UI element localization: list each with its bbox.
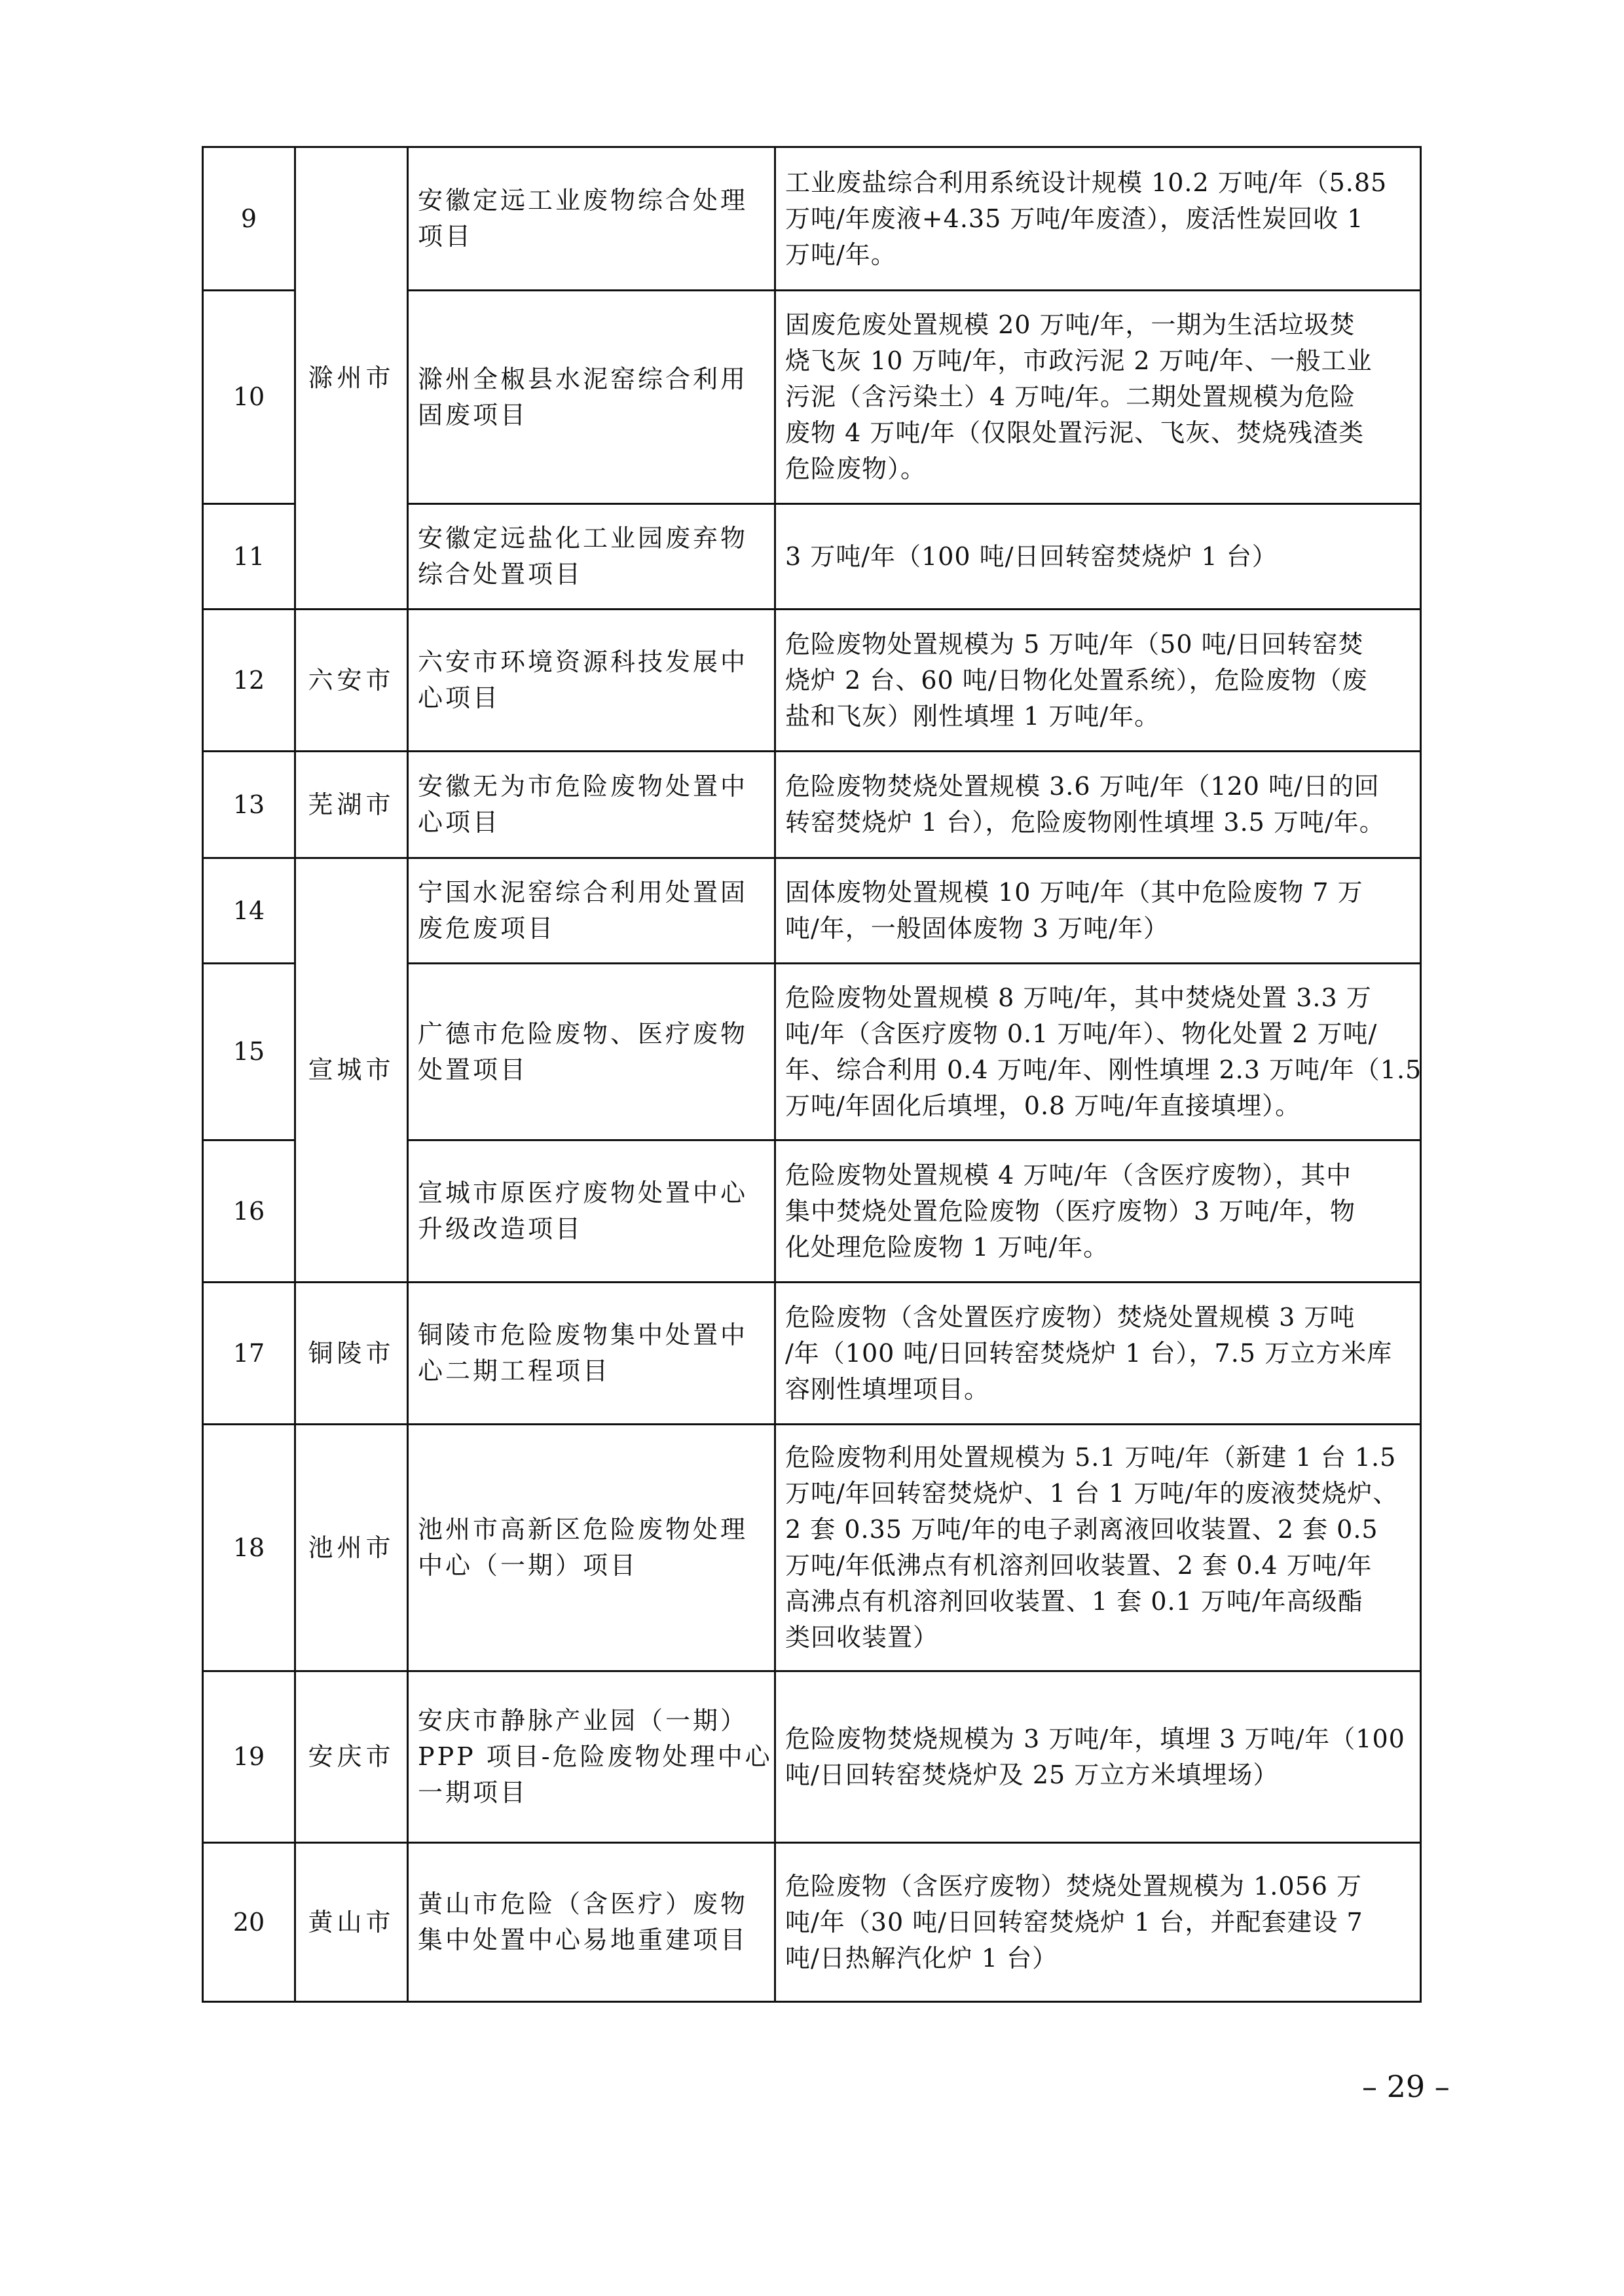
project-name-line: 一期项目 (418, 1778, 528, 1807)
project-name-cell (408, 1843, 775, 2002)
project-name-line: 升级改造项目 (418, 1214, 583, 1243)
scale-description-cell (775, 147, 1421, 291)
project-name-line: 心二期工程项目 (418, 1357, 611, 1385)
scale-description-line: 固体废物处置规模 10 万吨/年（其中危险废物 7 万 (785, 878, 1363, 907)
scale-description-line: 危险废物（含处置医疗废物）焚烧处置规模 3 万吨 (785, 1302, 1356, 1332)
scale-description-line: 危险废物）。 (785, 454, 927, 483)
scale-description-line: 烧炉 2 台、60 吨/日物化处置系统），危险废物（废 (785, 665, 1368, 695)
scale-description-line: 年、综合利用 0.4 万吨/年、刚性填埋 2.3 万吨/年（1.5 (785, 1055, 1422, 1084)
scale-description-line: 万吨/年回转窑焚烧炉、1 台 1 万吨/年的废液焚烧炉、 (785, 1479, 1399, 1508)
project-name-cell (408, 1283, 775, 1425)
row-number: 9 (203, 147, 295, 291)
table-row (203, 1425, 1421, 1671)
project-name-line: 心项目 (418, 808, 501, 837)
scale-description-line: 万吨/年低沸点有机溶剂回收装置、2 套 0.4 万吨/年 (785, 1551, 1373, 1580)
city-cell: 宣城市 (295, 858, 408, 1283)
scale-description-line: 吨/年，一般固体废物 3 万吨/年） (785, 914, 1169, 943)
project-name-line: 宁国水泥窑综合利用处置固 (418, 878, 748, 907)
city-cell: 滁州市 (295, 147, 408, 610)
city-cell: 池州市 (295, 1425, 408, 1671)
city-cell: 芜湖市 (295, 752, 408, 858)
scale-description-line: 危险废物焚烧处置规模 3.6 万吨/年（120 吨/日的回 (785, 772, 1380, 801)
project-name-line: 黄山市危险（含医疗）废物 (418, 1889, 748, 1918)
table-row (203, 147, 1421, 291)
project-name-cell (408, 147, 775, 291)
project-name-line: 铜陵市危险废物集中处置中 (418, 1321, 748, 1349)
scale-description-line: 吨/日回转窑焚烧炉及 25 万立方米填埋场） (785, 1760, 1279, 1789)
scale-description-line: 3 万吨/年（100 吨/日回转窑焚烧炉 1 台） (785, 541, 1278, 571)
project-name-cell (408, 1425, 775, 1671)
scale-description-line: 吨/年（含医疗废物 0.1 万吨/年）、物化处置 2 万吨/ (785, 1019, 1378, 1048)
scale-description-line: 万吨/年废液+4.35 万吨/年废渣），废活性炭回收 1 (785, 204, 1364, 233)
scale-description-cell (775, 752, 1421, 858)
table-row (203, 858, 1421, 964)
row-number: 11 (203, 504, 295, 610)
project-table-body (203, 147, 1421, 2002)
scale-description-cell (775, 504, 1421, 610)
scale-description-line: 2 套 0.35 万吨/年的电子剥离液回收装置、2 套 0.5 (785, 1515, 1378, 1544)
project-name-line: 中心（一期）项目 (418, 1551, 638, 1580)
city-cell: 六安市 (295, 610, 408, 752)
project-name-cell (408, 964, 775, 1140)
scale-description-line: 吨/日热解汽化炉 1 台） (785, 1943, 1058, 1973)
scale-description-line: 吨/年（30 吨/日回转窑焚烧炉 1 台，并配套建设 7 (785, 1907, 1363, 1937)
table-row (203, 1843, 1421, 2002)
project-name-line: 集中处置中心易地重建项目 (418, 1925, 748, 1954)
scale-description-line: 烧飞灰 10 万吨/年，市政污泥 2 万吨/年、一般工业 (785, 346, 1373, 375)
scale-description-line: 转窑焚烧炉 1 台），危险废物刚性填埋 3.5 万吨/年。 (785, 808, 1385, 837)
scale-description-cell (775, 964, 1421, 1140)
scale-description-cell (775, 1140, 1421, 1283)
project-name-line: 处置项目 (418, 1055, 528, 1084)
project-name-cell (408, 610, 775, 752)
project-name-line: 安徽无为市危险废物处置中 (418, 772, 748, 801)
project-name-line: 废危废项目 (418, 914, 556, 943)
project-name-cell (408, 1140, 775, 1283)
scale-description-cell (775, 858, 1421, 964)
scale-description-line: /年（100 吨/日回转窑焚烧炉 1 台），7.5 万立方米库 (785, 1338, 1393, 1368)
project-name-line: 滁州全椒县水泥窑综合利用 (418, 364, 748, 393)
city-cell: 铜陵市 (295, 1283, 408, 1425)
project-name-line: 广德市危险废物、医疗废物 (418, 1019, 748, 1048)
row-number: 20 (203, 1843, 295, 2002)
city-cell: 安庆市 (295, 1671, 408, 1843)
scale-description-cell (775, 1283, 1421, 1425)
project-name-line: 六安市环境资源科技发展中 (418, 647, 748, 676)
project-name-cell (408, 752, 775, 858)
scale-description-line: 危险废物焚烧规模为 3 万吨/年，填埋 3 万吨/年（100 (785, 1724, 1405, 1753)
scale-description-line: 类回收装置） (785, 1623, 939, 1652)
scale-description-line: 污泥（含污染土）4 万吨/年。二期处置规模为危险 (785, 382, 1356, 411)
project-table (202, 146, 1422, 2003)
scale-description-cell (775, 291, 1421, 504)
scale-description-line: 废物 4 万吨/年（仅限处置污泥、飞灰、焚烧残渣类 (785, 418, 1365, 447)
project-name-line: 心项目 (418, 683, 501, 712)
project-name-cell (408, 1671, 775, 1843)
row-number: 16 (203, 1140, 295, 1283)
scale-description-line: 万吨/年。 (785, 240, 896, 269)
scale-description-line: 危险废物处置规模 8 万吨/年，其中焚烧处置 3.3 万 (785, 983, 1372, 1012)
project-name-line: 安庆市静脉产业园（一期） (418, 1706, 748, 1735)
project-name-line: 综合处置项目 (418, 560, 583, 589)
row-number: 10 (203, 291, 295, 504)
project-name-line: 池州市高新区危险废物处理 (418, 1515, 748, 1544)
scale-description-line: 盐和飞灰）刚性填埋 1 万吨/年。 (785, 701, 1160, 731)
scale-description-line: 危险废物利用处置规模为 5.1 万吨/年（新建 1 台 1.5 (785, 1443, 1397, 1472)
row-number: 14 (203, 858, 295, 964)
scale-description-cell (775, 1425, 1421, 1671)
scale-description-cell (775, 610, 1421, 752)
row-number: 13 (203, 752, 295, 858)
project-name-cell (408, 858, 775, 964)
city-cell: 黄山市 (295, 1843, 408, 2002)
scale-description-line: 危险废物（含医疗废物）焚烧处置规模为 1.056 万 (785, 1871, 1362, 1901)
project-name-cell (408, 291, 775, 504)
project-name-line: 安徽定远工业废物综合处理 (418, 186, 748, 215)
scale-description-line: 固废危废处置规模 20 万吨/年，一期为生活垃圾焚 (785, 310, 1356, 339)
row-number: 19 (203, 1671, 295, 1843)
row-number: 17 (203, 1283, 295, 1425)
project-name-line: PPP 项目-危险废物处理中心 (418, 1742, 773, 1771)
scale-description-line: 容刚性填埋项目。 (785, 1374, 990, 1404)
project-name-cell (408, 504, 775, 610)
row-number: 18 (203, 1425, 295, 1671)
table-row (203, 1283, 1421, 1425)
table-row (203, 1671, 1421, 1843)
table-row (203, 610, 1421, 752)
scale-description-cell (775, 1671, 1421, 1843)
row-number: 12 (203, 610, 295, 752)
scale-description-cell (775, 1843, 1421, 2002)
project-name-line: 安徽定远盐化工业园废弃物 (418, 524, 748, 553)
scale-description-line: 危险废物处置规模为 5 万吨/年（50 吨/日回转窑焚 (785, 629, 1364, 659)
scale-description-line: 化处理危险废物 1 万吨/年。 (785, 1232, 1109, 1262)
scale-description-line: 高沸点有机溶剂回收装置、1 套 0.1 万吨/年高级酯 (785, 1587, 1363, 1616)
project-name-line: 宣城市原医疗废物处置中心 (418, 1178, 748, 1207)
project-name-line: 固废项目 (418, 400, 528, 429)
scale-description-line: 危险废物处置规模 4 万吨/年（含医疗废物），其中 (785, 1160, 1352, 1190)
page-number: – 29 – (1362, 2069, 1450, 2104)
scale-description-line: 工业废盐综合利用系统设计规模 10.2 万吨/年（5.85 (785, 168, 1388, 197)
project-name-line: 项目 (418, 222, 473, 251)
scale-description-line: 集中焚烧处置危险废物（医疗废物）3 万吨/年，物 (785, 1196, 1356, 1226)
table-row (203, 752, 1421, 858)
scale-description-line: 万吨/年固化后填埋，0.8 万吨/年直接填埋）。 (785, 1091, 1301, 1120)
row-number: 15 (203, 964, 295, 1140)
